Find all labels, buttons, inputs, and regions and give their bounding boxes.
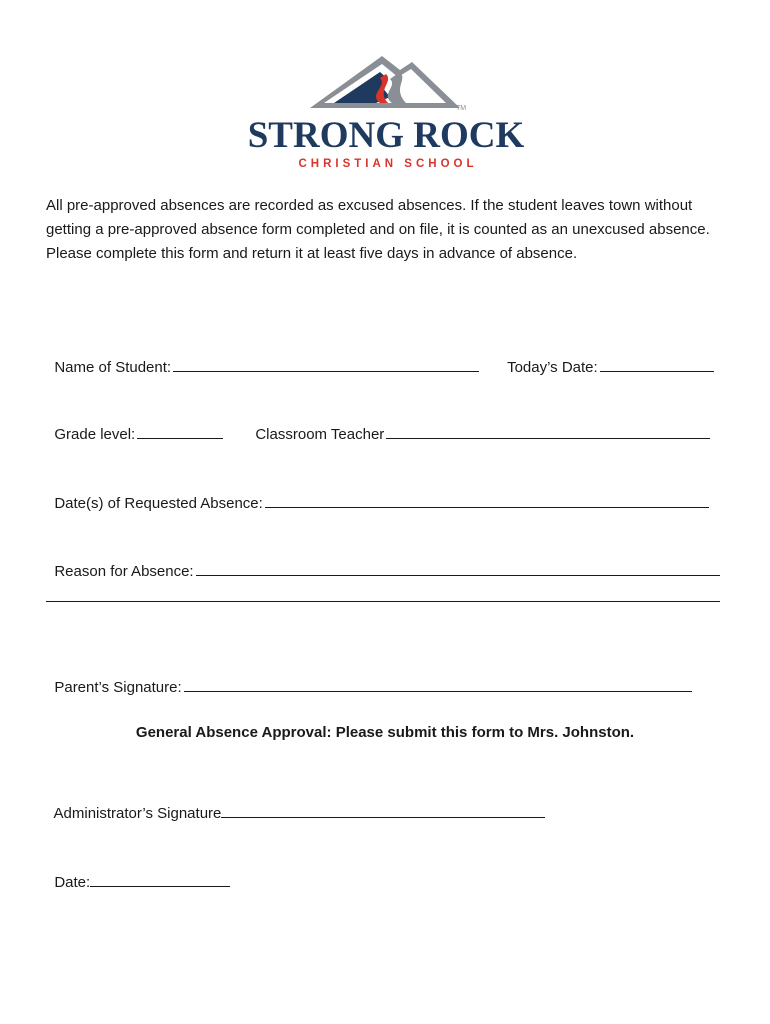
parent-signature-field[interactable] [46, 656, 692, 698]
student-name-label: Name of Student: [54, 359, 172, 376]
requested-dates-label: Date(s) of Requested Absence: [54, 495, 263, 512]
student-name-field[interactable] [46, 336, 479, 378]
todays-date-label: Today’s Date: [507, 359, 598, 376]
requested-dates-field[interactable] [46, 472, 709, 514]
intro-paragraph: All pre-approved absences are recorded as excused absences. If the student leaves town without getting a pre-approved absence form completed and on file, it is counted as an unexcused absence. Please complete this form and return it at least five days in advance of absence. [46, 197, 710, 262]
admin-signature-line[interactable] [221, 802, 545, 818]
classroom-teacher-field[interactable] [247, 403, 710, 445]
mountain-logo-icon [230, 52, 542, 174]
reason-continuation-line[interactable] [46, 601, 720, 602]
reason-label: Reason for Absence: [54, 563, 194, 580]
admin-signature-field[interactable] [46, 782, 545, 824]
grade-level-line[interactable] [137, 423, 223, 439]
reason-field[interactable] [46, 540, 720, 582]
requested-dates-line[interactable] [265, 492, 709, 508]
classroom-teacher-line[interactable] [386, 423, 710, 439]
todays-date-field[interactable] [499, 336, 714, 378]
school-logo [230, 52, 542, 174]
classroom-teacher-label: Classroom Teacher [255, 426, 385, 443]
approval-note: General Absence Approval: Please submit this form to Mrs. Johnston. [135, 724, 635, 741]
trademark: TM [456, 105, 467, 112]
reason-line[interactable] [196, 560, 720, 576]
date-line[interactable] [90, 871, 230, 887]
logo-name: STRONG ROCK [247, 115, 525, 156]
student-name-line[interactable] [173, 356, 479, 372]
parent-signature-line[interactable] [184, 676, 692, 692]
grade-level-field[interactable] [46, 403, 223, 445]
logo-subtitle: CHRISTIAN SCHOOL [298, 158, 478, 170]
date-field[interactable] [46, 851, 230, 893]
date-label: Date: [54, 874, 91, 891]
admin-signature-label: Administrator’s Signature [53, 805, 222, 822]
parent-signature-label: Parent’s Signature: [54, 679, 182, 696]
todays-date-line[interactable] [600, 356, 714, 372]
grade-level-label: Grade level: [54, 426, 136, 443]
